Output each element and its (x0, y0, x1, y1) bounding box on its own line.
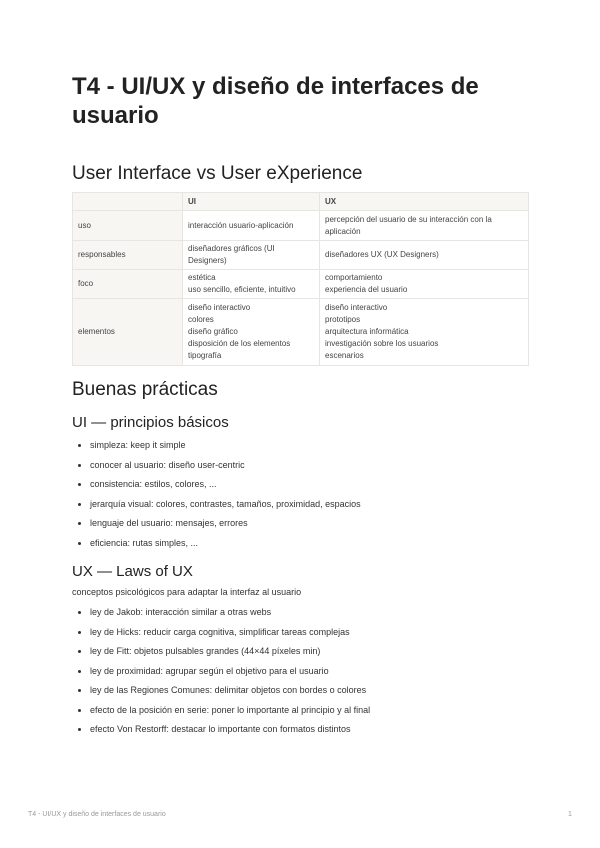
ui-ux-comparison-table (72, 192, 529, 366)
cell-line: investigación sobre los usuarios (325, 339, 439, 348)
ux-cell (320, 241, 529, 270)
cell-line: disposición de los elementos (188, 339, 291, 348)
ui-cell (183, 211, 320, 241)
row-label: foco (73, 270, 183, 299)
list-item: ley de proximidad: agrupar según el objetivo para el usuario (72, 666, 370, 686)
list-item: eficiencia: rutas simples, ... (72, 538, 361, 558)
list-item: ley de las Regiones Comunes: delimitar objetos con bordes o colores (72, 685, 370, 705)
section-heading-buenas-practicas: Buenas prácticas (72, 379, 218, 400)
cell-line: diseño interactivo (188, 303, 251, 312)
list-item: ley de Jakob: interacción similar a otras webs (72, 607, 370, 627)
list-item: ley de Fitt: objetos pulsables grandes (44×44 píxeles min) (72, 646, 370, 666)
section-heading-ui-vs-ux: User Interface vs User eXperience (72, 163, 363, 184)
ux-laws-list (72, 607, 370, 744)
list-item: consistencia: estilos, colores, ... (72, 479, 361, 499)
ux-cell (320, 270, 529, 299)
ux-laws-intro: conceptos psicológicos para adaptar la interfaz al usuario (72, 587, 302, 597)
cell-line: diseñadores gráficos (UI Designers) (188, 244, 275, 265)
header-cell: UX (320, 193, 529, 211)
table-row (73, 241, 529, 270)
cell-line: percepción del usuario de su interacción con la aplicación (325, 214, 492, 236)
list-item: efecto de la posición en serie: poner lo importante al principio y al final (72, 705, 370, 725)
ux-cell (320, 211, 529, 241)
cell-line: diseñadores UX (UX Designers) (325, 250, 439, 259)
header-cell (73, 193, 183, 211)
cell-line: tipografía (188, 351, 222, 360)
cell-line: uso sencillo, eficiente, intuitivo (188, 285, 296, 294)
ux-cell (320, 299, 529, 366)
list-item: jerarquía visual: colores, contrastes, tamaños, proximidad, espacios (72, 499, 361, 519)
subheading-ux-laws: UX — Laws of UX (72, 563, 193, 580)
table-row (73, 270, 529, 299)
cell-line: estética (188, 273, 216, 282)
list-item: conocer al usuario: diseño user-centric (72, 460, 361, 480)
ui-cell (183, 270, 320, 299)
cell-line: prototipos (325, 315, 361, 324)
footer-title: T4 - UI/UX y diseño de interfaces de usuario (28, 811, 166, 818)
list-item: simpleza: keep it simple (72, 440, 361, 460)
page-title: T4 - UI/UX y diseño de interfaces de usuario (72, 73, 479, 129)
row-label: uso (73, 211, 183, 241)
cell-line: diseño interactivo (325, 303, 388, 312)
cell-line: arquitectura informática (325, 327, 409, 336)
table-row (73, 299, 529, 366)
table-header-row (73, 193, 529, 211)
cell-line: interacción usuario-aplicación (188, 220, 294, 230)
ui-principles-list (72, 440, 361, 557)
row-label: elementos (73, 299, 183, 366)
table-row (73, 211, 529, 241)
ui-cell (183, 299, 320, 366)
cell-line: comportamiento (325, 273, 383, 282)
cell-line: escenarios (325, 351, 364, 360)
cell-line: colores (188, 315, 214, 324)
list-item: ley de Hicks: reducir carga cognitiva, simplificar tareas complejas (72, 627, 370, 647)
cell-line: experiencia del usuario (325, 285, 408, 294)
header-cell: UI (183, 193, 320, 211)
page-number: 1 (568, 811, 572, 818)
row-label: responsables (73, 241, 183, 270)
list-item: lenguaje del usuario: mensajes, errores (72, 518, 361, 538)
list-item: efecto Von Restorff: destacar lo importante con formatos distintos (72, 724, 370, 744)
cell-line: diseño gráfico (188, 327, 238, 336)
subheading-ui-principios: UI — principios básicos (72, 414, 229, 431)
ui-cell (183, 241, 320, 270)
